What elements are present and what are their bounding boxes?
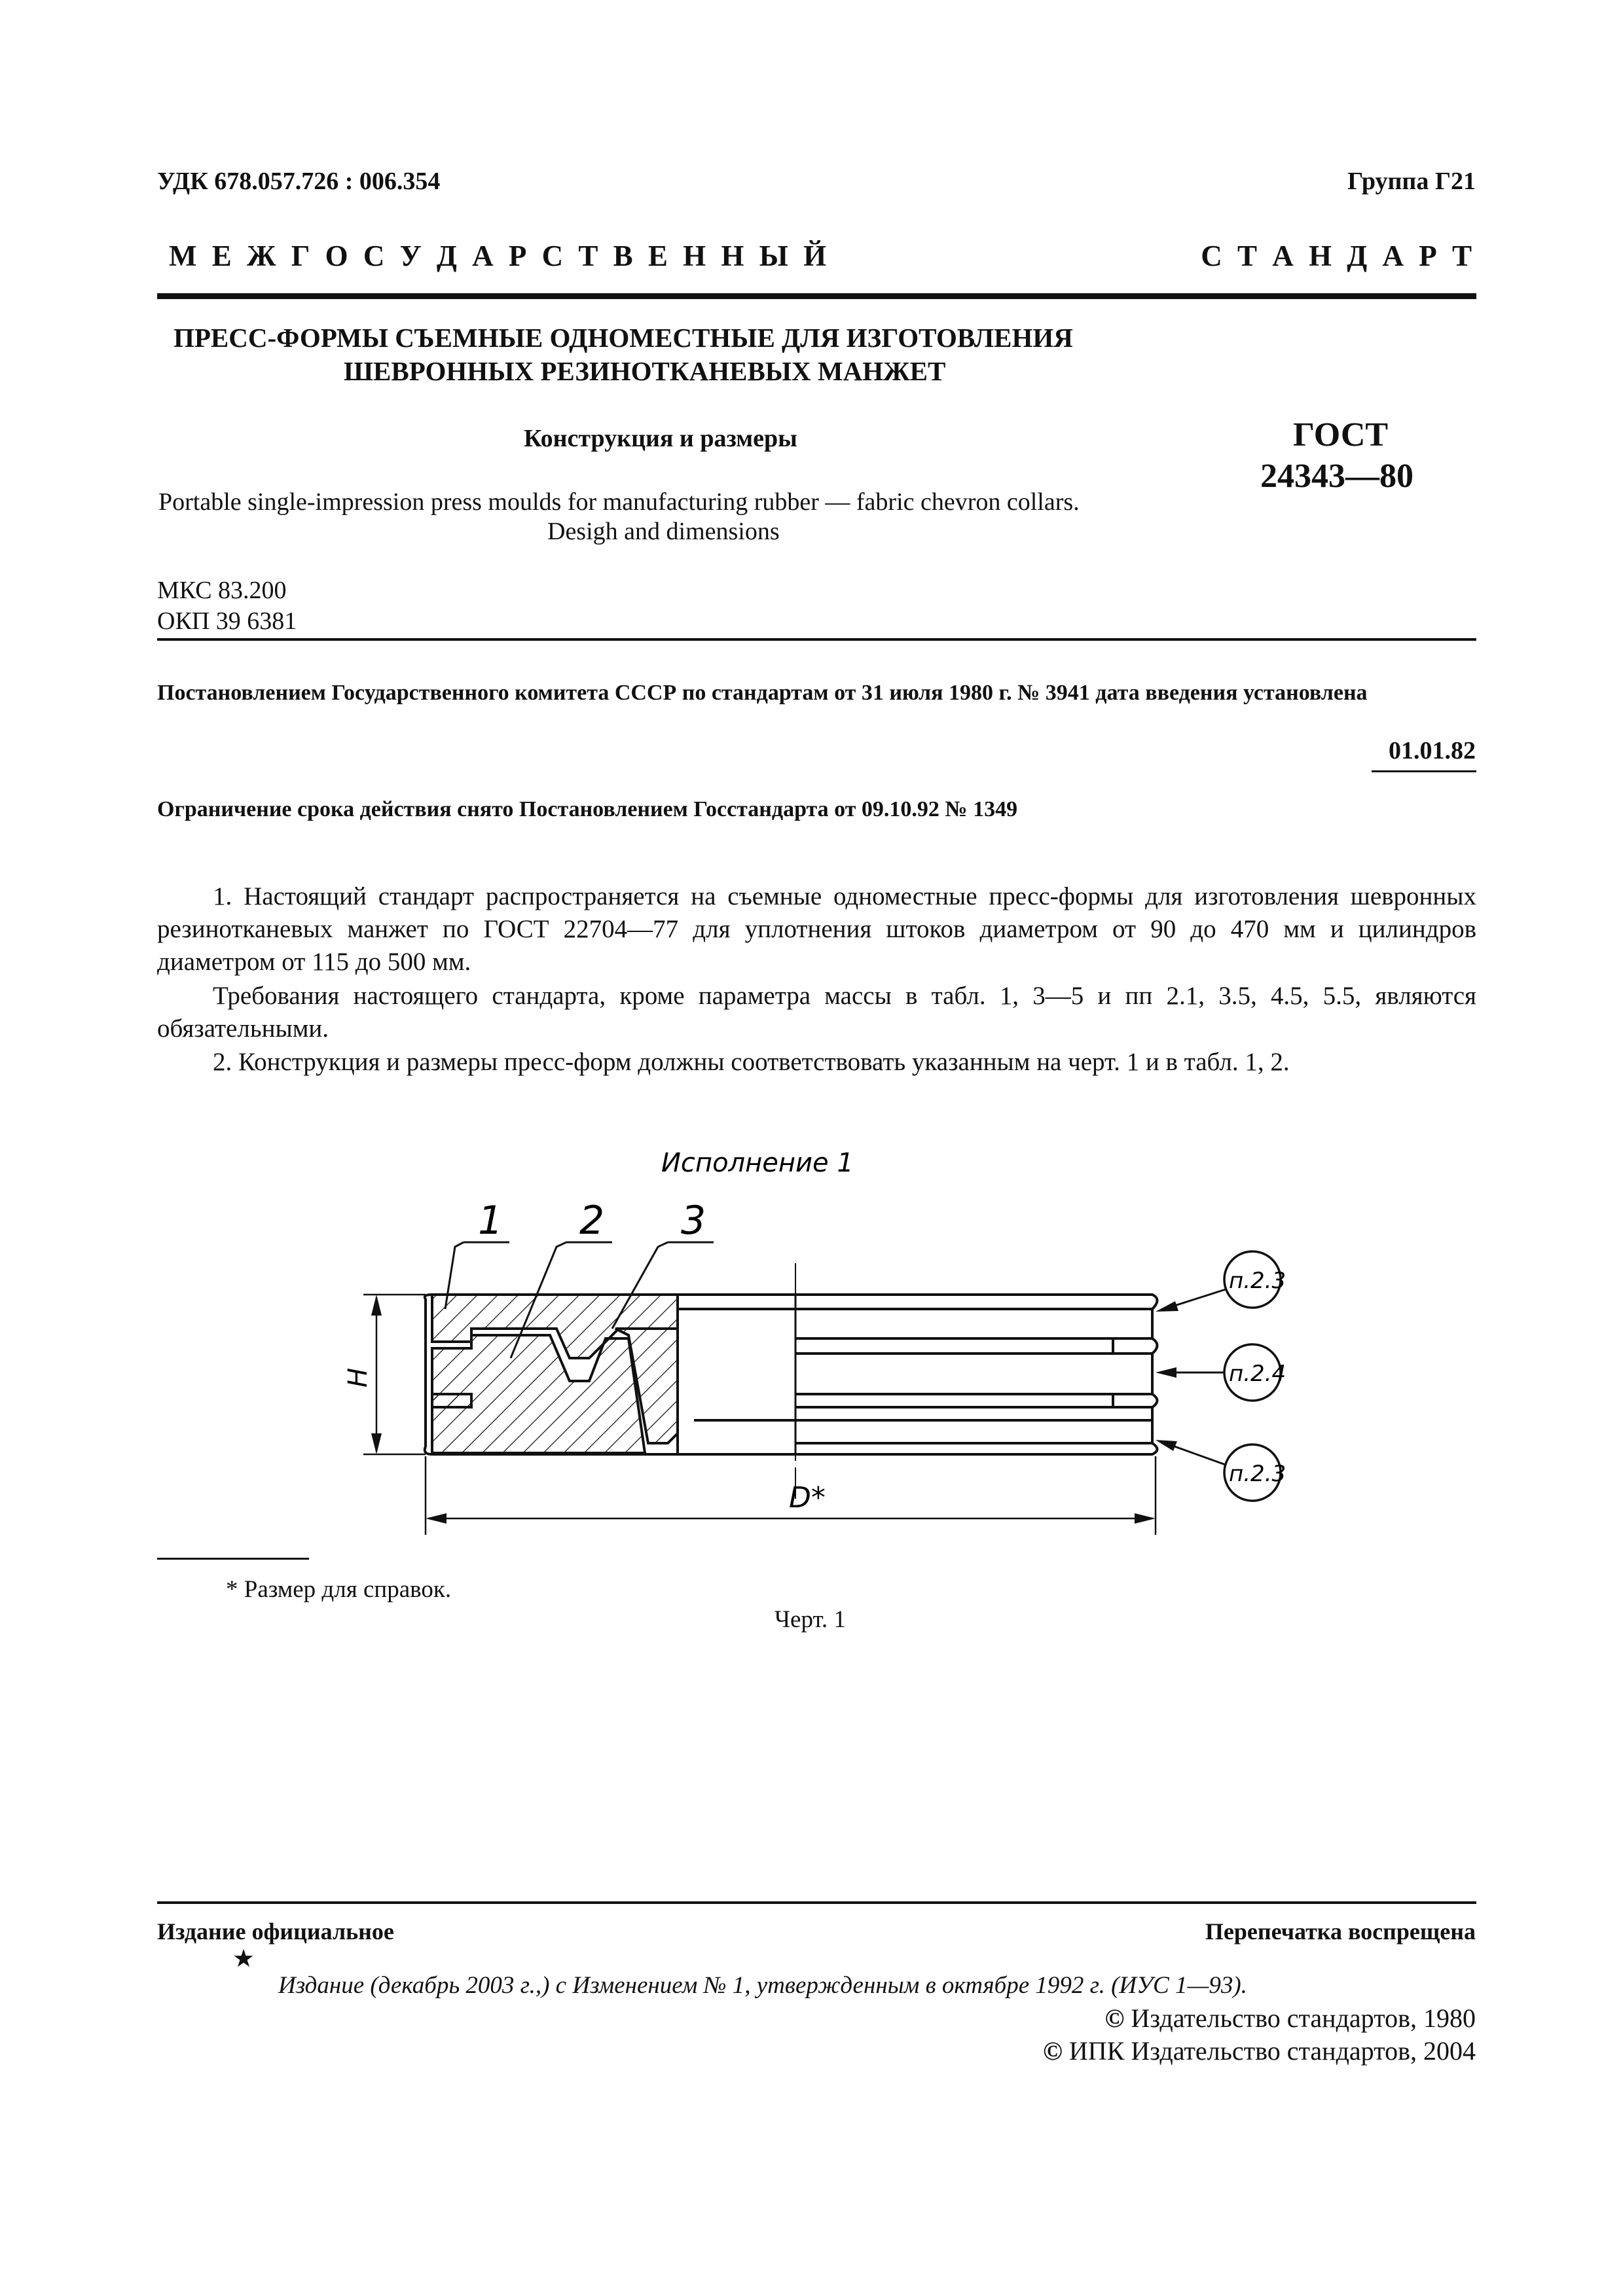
english-title-line1: Portable single-impression press moulds for manufacturing rubber — fabric chevron collars. xyxy=(158,488,1080,516)
copyright-2 xyxy=(1043,2036,1476,2066)
callout-mid-text: п.2.4 xyxy=(1229,1361,1286,1387)
part-2-body xyxy=(432,1335,645,1453)
d-arrow-left xyxy=(426,1513,447,1524)
part-label-3: 3 xyxy=(681,1198,706,1244)
part-1-body xyxy=(432,1295,678,1407)
h-arrow-top xyxy=(371,1295,382,1316)
part-label-2: 2 xyxy=(579,1198,605,1244)
callout-bottom-leader xyxy=(1160,1441,1226,1465)
paragraph-2: Требования настоящего стандарта, кроме параметра массы в табл. 1, 3—5 и пп 2.1, 3.5, 4.5, 5.5, являются обязательными. xyxy=(157,982,1476,1043)
dim-d-label: D* xyxy=(789,1481,826,1515)
copyright-text-1: Издательство стандартов, 1980 xyxy=(1131,2003,1476,2033)
footnote: * Размер для справок. xyxy=(226,1576,452,1603)
mould-right-view xyxy=(678,1295,1152,1454)
figure-caption: Черт. 1 xyxy=(775,1606,846,1633)
gost-label: ГОСТ xyxy=(1293,416,1389,454)
mks-code: МКС 83.200 xyxy=(157,577,287,604)
copyright-1 xyxy=(1104,2003,1476,2034)
dim-h-label: H xyxy=(343,1367,373,1388)
part-3-body xyxy=(615,1329,678,1443)
callout-mid-arrow xyxy=(1156,1367,1176,1378)
footer-rule xyxy=(157,1901,1476,1904)
decree-text: Постановлением Государственного комитета СССР по стандартам от 31 июля 1980 г. № 3941 дата введения установлена xyxy=(157,681,1368,705)
footnote-rule xyxy=(157,1558,309,1560)
leader-3 xyxy=(612,1242,668,1329)
callout-top-text: п.2.3 xyxy=(1229,1268,1286,1294)
figure-title: Исполнение 1 xyxy=(661,1148,854,1178)
title-line2: ШЕВРОННЫХ РЕЗИНОТКАНЕВЫХ МАНЖЕТ xyxy=(344,356,946,386)
english-title-line2: Desigh and dimensions xyxy=(547,518,780,545)
paragraph-3: 2. Конструкция и размеры пресс-форм должны соответствовать указанным на черт. 1 и в табл. 1, 2. xyxy=(213,1048,1290,1076)
star-mark: ★ xyxy=(232,1945,255,1973)
copyright-symbol-2: © xyxy=(1043,2036,1063,2066)
copyright-text-2: ИПК Издательство стандартов, 2004 xyxy=(1068,2036,1476,2066)
revision-note: Издание (декабрь 2003 г.,) с Изменением № 1, утвержденным в октябре 1992 г. (ИУС 1—93). xyxy=(278,1972,1247,1999)
official-edition: Издание официальное xyxy=(157,1918,394,1945)
title-line1: ПРЕСС-ФОРМЫ СЪЕМНЫЕ ОДНОМЕСТНЫЕ ДЛЯ ИЗГОТОВЛЕНИЯ xyxy=(173,323,1073,353)
udk-code: УДК 678.057.726 : 006.354 xyxy=(157,168,441,195)
gost-number: 24343—80 xyxy=(1260,457,1413,495)
reprint-prohibited: Перепечатка воспрещена xyxy=(1205,1918,1476,1945)
callout-top-circle xyxy=(1224,1251,1281,1308)
codes-rule xyxy=(157,638,1476,641)
decree-date: 01.01.82 xyxy=(1389,737,1476,764)
callout-mid-circle xyxy=(1224,1344,1281,1401)
header-rule-thick xyxy=(157,293,1476,299)
leader-1 xyxy=(445,1242,464,1309)
subtitle: Конструкция и размеры xyxy=(524,425,797,452)
mould-outline xyxy=(425,1295,1158,1454)
okp-code: ОКП 39 6381 xyxy=(157,607,297,635)
copyright-symbol-1: © xyxy=(1104,2003,1125,2033)
callout-top-leader xyxy=(1160,1289,1226,1310)
h-arrow-bottom xyxy=(371,1433,382,1454)
leader-2 xyxy=(511,1242,566,1358)
callout-bottom-text: п.2.3 xyxy=(1229,1461,1286,1487)
standard-banner-word1: М Е Ж Г О С У Д А Р С Т В Е Н Н Ы Й xyxy=(169,240,831,272)
decree-date-underline xyxy=(1372,770,1476,772)
callout-bottom-circle xyxy=(1224,1444,1281,1501)
callout-bottom-arrow xyxy=(1156,1440,1177,1451)
standard-banner-word2: С Т А Н Д А Р Т xyxy=(1201,240,1476,272)
restriction-text: Ограничение срока действия снято Постановлением Госстандарта от 09.10.92 № 1349 xyxy=(157,797,1018,821)
paragraph-1: 1. Настоящий стандарт распространяется на съемные одноместные пресс-формы для изготовления шевронных резинотканевых манжет по ГОСТ 22704—77 для уплотнения штоков диаметром от 90 до 470 мм и цилиндров диаметром от 115 до 500 мм. xyxy=(157,882,1476,976)
d-arrow-right xyxy=(1135,1513,1156,1524)
callout-top-arrow xyxy=(1156,1301,1178,1312)
part-label-1: 1 xyxy=(478,1198,503,1244)
group-code: Группа Г21 xyxy=(1347,168,1476,195)
